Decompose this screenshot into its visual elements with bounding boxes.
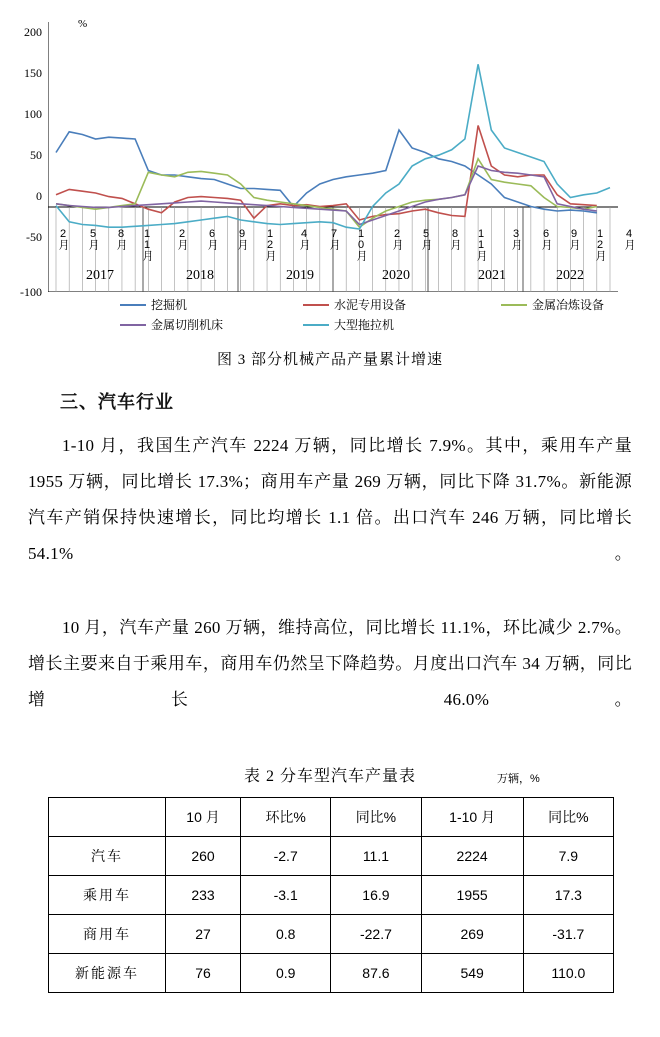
x-tick-8: 4月 — [298, 228, 310, 249]
row-0-col-5: 7.9 — [523, 837, 613, 876]
table-header-5: 同比% — [523, 798, 613, 837]
x-tick-10: 10月 — [355, 228, 367, 260]
series-line-2 — [56, 159, 597, 227]
row-2-col-4: 269 — [421, 915, 523, 954]
legend-label-3: 金属切削机床 — [151, 318, 224, 332]
legend-item-3 — [120, 316, 285, 333]
table-row — [49, 876, 614, 915]
table-header-0 — [49, 798, 166, 837]
x-tick-16: 6月 — [540, 228, 552, 249]
figure-3-chart — [0, 0, 660, 368]
table-header-4: 1-10 月 — [421, 798, 523, 837]
legend-item-0 — [120, 296, 285, 313]
row-2-col-2: 0.8 — [241, 915, 331, 954]
x-tick-13: 8月 — [449, 228, 461, 249]
row-0-col-2: -2.7 — [241, 837, 331, 876]
row-3-label: 新能源车 — [49, 954, 166, 993]
y-tick-neg100: -100 — [20, 285, 42, 299]
row-1-col-1: 233 — [166, 876, 241, 915]
legend-label-0: 挖掘机 — [151, 298, 188, 312]
chart-legend — [120, 296, 630, 336]
legend-label-4: 大型拖拉机 — [334, 318, 395, 332]
x-tick-4: 2月 — [176, 228, 188, 249]
x-tick-3: 11月 — [141, 228, 153, 260]
table-header-2: 环比% — [241, 798, 331, 837]
legend-item-4 — [303, 316, 394, 333]
x-tick-9: 7月 — [328, 228, 340, 249]
x-tick-11: 2月 — [391, 228, 403, 249]
vehicle-production-table — [48, 797, 614, 993]
row-3-col-3: 87.6 — [331, 954, 421, 993]
row-3-col-1: 76 — [166, 954, 241, 993]
paragraph-2 — [28, 610, 632, 718]
series-line-3 — [56, 166, 597, 225]
row-0-col-1: 260 — [166, 837, 241, 876]
row-2-col-1: 27 — [166, 915, 241, 954]
row-3-col-2: 0.9 — [241, 954, 331, 993]
table-row — [49, 915, 614, 954]
year-label-2018: 2018 — [186, 268, 214, 283]
x-tick-7: 12月 — [264, 228, 276, 260]
table-row — [49, 954, 614, 993]
chart-svg — [48, 22, 618, 292]
row-3-col-5: 110.0 — [523, 954, 613, 993]
x-tick-18: 12月 — [594, 228, 606, 260]
x-tick-1: 5月 — [87, 228, 99, 249]
row-1-col-4: 1955 — [421, 876, 523, 915]
row-0-label: 汽车 — [49, 837, 166, 876]
x-tick-0: 2月 — [57, 228, 69, 249]
year-label-2021: 2021 — [478, 268, 506, 283]
x-tick-5: 6月 — [206, 228, 218, 249]
x-tick-17: 9月 — [568, 228, 580, 249]
paragraph-1 — [28, 428, 632, 572]
legend-swatch-1 — [303, 304, 329, 306]
y-tick-150: 150 — [24, 66, 42, 80]
row-3-col-4: 549 — [421, 954, 523, 993]
legend-label-1: 水泥专用设备 — [334, 298, 407, 312]
legend-item-2 — [501, 296, 604, 313]
year-label-2022: 2022 — [556, 268, 584, 283]
row-2-col-5: -31.7 — [523, 915, 613, 954]
row-2-col-3: -22.7 — [331, 915, 421, 954]
chart-plot-area — [48, 22, 618, 292]
y-tick-neg50: -50 — [26, 230, 42, 244]
row-0-col-3: 11.1 — [331, 837, 421, 876]
x-tick-12: 5月 — [420, 228, 432, 249]
legend-item-1 — [303, 296, 483, 313]
year-label-2019: 2019 — [286, 268, 314, 283]
x-tick-6: 9月 — [236, 228, 248, 249]
legend-label-2: 金属冶炼设备 — [532, 298, 605, 312]
table-unit-label: 万辆，% — [497, 773, 540, 785]
table-header-3: 同比% — [331, 798, 421, 837]
y-tick-50: 50 — [30, 148, 42, 162]
y-axis-unit-label: % — [78, 18, 88, 30]
year-label-2017: 2017 — [86, 268, 114, 283]
row-1-col-2: -3.1 — [241, 876, 331, 915]
table-row — [49, 837, 614, 876]
x-tick-19: 4月 — [623, 228, 635, 249]
legend-swatch-3 — [120, 324, 146, 326]
x-tick-15: 3月 — [510, 228, 522, 249]
row-1-col-3: 16.9 — [331, 876, 421, 915]
legend-swatch-0 — [120, 304, 146, 306]
row-1-col-5: 17.3 — [523, 876, 613, 915]
row-0-col-4: 2224 — [421, 837, 523, 876]
table-header-1: 10 月 — [166, 798, 241, 837]
x-tick-2: 8月 — [115, 228, 127, 249]
y-tick-100: 100 — [24, 107, 42, 121]
row-1-label: 乘用车 — [49, 876, 166, 915]
year-label-2020: 2020 — [382, 268, 410, 283]
paragraph-1-text: 1-10 月，我国生产汽车 2224 万辆，同比增长 7.9%。其中，乘用车产量 1955 万辆，同比增长 17.3%；商用车产量 269 万辆，同比下降 31.7%。新能源汽车产销保持快速增长，同比均增长 1.1 倍。出口汽车 246 万辆，同比增长 54.1%。 — [28, 436, 632, 563]
row-2-label: 商用车 — [49, 915, 166, 954]
table-header-row — [49, 798, 614, 837]
table-caption: 表 2 分车型汽车产量表 — [243, 768, 416, 785]
legend-swatch-2 — [501, 304, 527, 306]
section-heading: 三、汽车行业 — [60, 392, 174, 412]
figure-caption: 图 3 部分机械产品产量累计增速 — [216, 352, 443, 368]
y-tick-200: 200 — [24, 25, 42, 39]
x-tick-14: 11月 — [475, 228, 487, 260]
paragraph-2-text: 10 月，汽车产量 260 万辆，维持高位，同比增长 11.1%，环比减少 2.7%。增长主要来自于乘用车，商用车仍然呈下降趋势。月度出口汽车 34 万辆，同比增长 46.0%。 — [28, 618, 632, 709]
legend-swatch-4 — [303, 324, 329, 326]
y-tick-0: 0 — [36, 189, 42, 203]
